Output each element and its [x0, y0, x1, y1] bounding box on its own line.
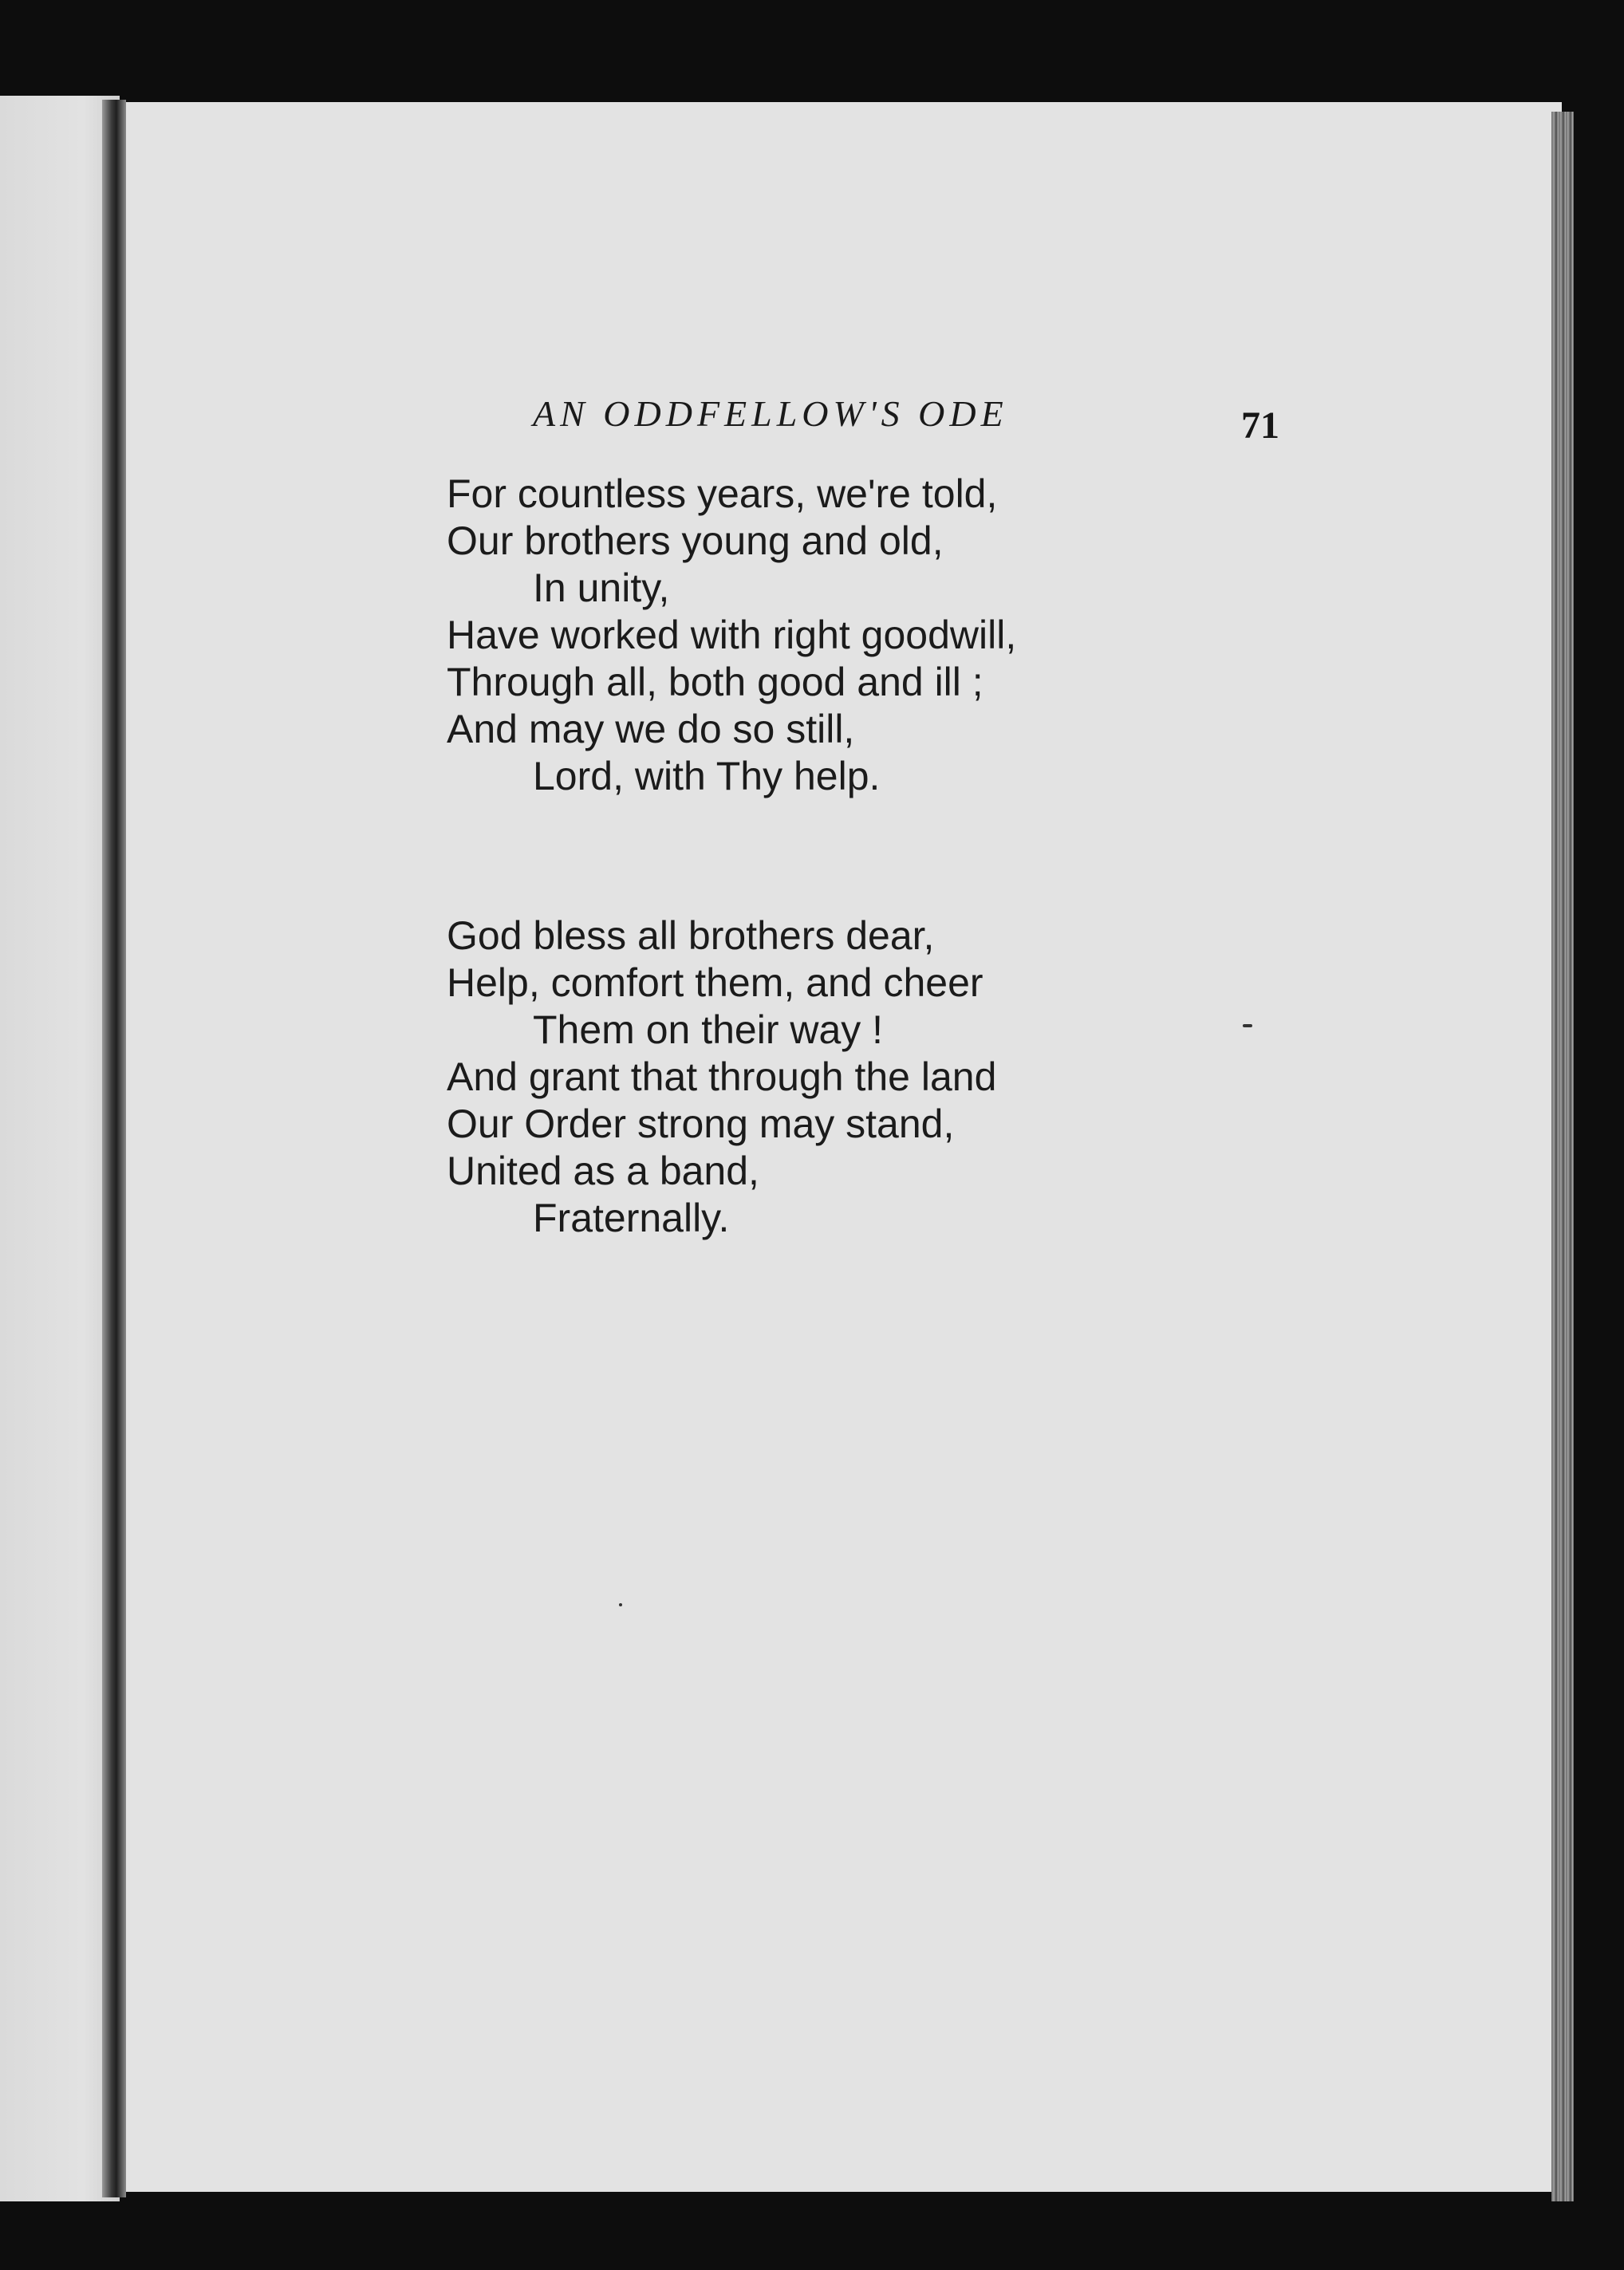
- book-gutter: [102, 100, 126, 2197]
- poem-line: God bless all brothers dear,: [447, 913, 935, 958]
- page-fore-edge: [1551, 112, 1574, 2201]
- poem-line: For countless years, we're told,: [447, 471, 998, 516]
- running-head: AN ODDFELLOW'S ODE: [533, 393, 1008, 434]
- poem-line: United as a band,: [447, 1149, 759, 1193]
- poem-line: Our brothers young and old,: [447, 518, 944, 563]
- poem-line: And may we do so still,: [447, 707, 855, 751]
- poem-line: Help, comfort them, and cheer: [447, 960, 983, 1005]
- scan-speck: [619, 1603, 622, 1606]
- poem-line: Our Order strong may stand,: [447, 1102, 955, 1146]
- scan-speck: [1243, 1024, 1252, 1027]
- poem-line: Lord, with Thy help.: [533, 754, 881, 798]
- poem-stanza-2: [447, 912, 996, 1242]
- poem-line: And grant that through the land: [447, 1054, 997, 1099]
- poem-stanza-1: [447, 471, 1016, 800]
- poem-line: Them on their way !: [533, 1007, 884, 1052]
- page-number: 71: [1241, 404, 1279, 447]
- poem-line: Fraternally.: [533, 1196, 730, 1240]
- poem-line: Through all, both good and ill ;: [447, 660, 983, 704]
- poem-line: In unity,: [533, 566, 670, 610]
- poem-line: Have worked with right goodwill,: [447, 613, 1017, 657]
